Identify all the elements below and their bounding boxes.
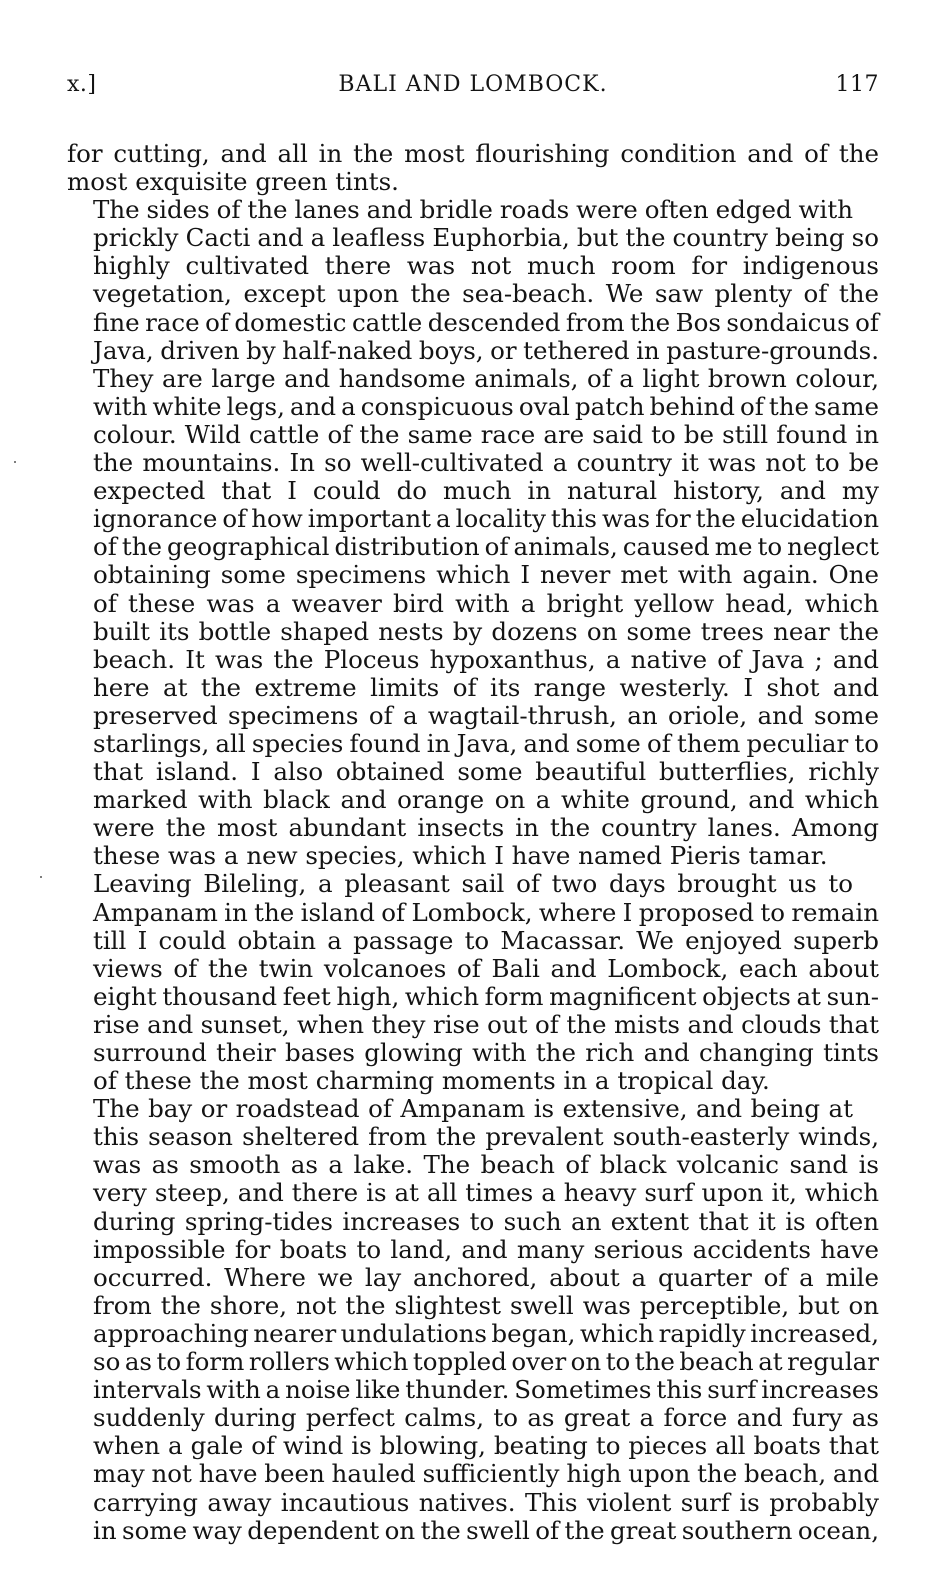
text-line: that island. I also obtained some beautiful butterflies, richly <box>93 757 879 787</box>
text-line: were the most abundant insects in the country lanes. Among <box>93 813 879 843</box>
body-text <box>67 140 879 1545</box>
text-line: colour. Wild cattle of the same race are said to be still found in <box>93 419 879 449</box>
text-line: ignorance of how important a locality this was for the elucidation <box>93 504 879 534</box>
text-line: during spring-tides increases to such an extent that it is often <box>93 1206 879 1236</box>
text-line: the mountains. In so well-cultivated a country it was not to be <box>93 448 879 478</box>
text-line: was as smooth as a lake. The beach of black volcanic sand is <box>93 1150 879 1180</box>
text-line: The sides of the lanes and bridle roads were often edged with <box>93 195 853 225</box>
text-line: vegetation, except upon the sea-beach. We saw plenty of the <box>93 279 879 309</box>
text-line: The bay or roadstead of Ampanam is extensive, and being at <box>93 1094 853 1124</box>
text-line: expected that I could do much in natural history, and my <box>93 476 879 506</box>
text-line: They are large and handsome animals, of a light brown colour, <box>93 363 879 393</box>
text-line: very steep, and there is at all times a heavy surf upon it, which <box>93 1178 879 1208</box>
text-line: in some way dependent on the swell of the great southern ocean, <box>93 1515 879 1545</box>
paragraph <box>67 196 879 870</box>
text-line: Leaving Bileling, a pleasant sail of two days brought us to <box>93 869 853 899</box>
text-line: obtaining some specimens which I never met with again. One <box>93 560 879 590</box>
text-line: suddenly during perfect calms, to as great a force and fury as <box>93 1403 879 1433</box>
running-title: BALI AND LOMBOCK. <box>338 72 608 97</box>
text-line: eight thousand feet high, which form magnificent objects at sun- <box>93 981 879 1011</box>
text-line: starlings, all species found in Java, and some of them peculiar to <box>93 728 879 758</box>
text-line: this season sheltered from the prevalent south-easterly winds, <box>93 1122 879 1152</box>
text-line: of the geographical distribution of animals, caused me to neglect <box>93 532 879 562</box>
book-page <box>67 72 879 1545</box>
text-line: till I could obtain a passage to Macassar. We enjoyed superb <box>93 925 879 955</box>
text-line: these was a new species, which I have named Pieris tamar. <box>93 841 828 871</box>
chapter-marker: x.] <box>67 72 97 97</box>
text-line: here at the extreme limits of its range westerly. I shot and <box>93 672 879 702</box>
text-line: Java, driven by half-naked boys, or tethered in pasture-grounds. <box>93 335 879 365</box>
text-line: built its bottle shaped nests by dozens on some trees near the <box>93 616 879 646</box>
text-line: surround their bases glowing with the rich and changing tints <box>93 1038 879 1067</box>
text-line: of these was a weaver bird with a bright yellow head, which <box>93 588 879 618</box>
text-line: preserved specimens of a wagtail-thrush, an oriole, and some <box>93 700 879 730</box>
text-line: occurred. Where we lay anchored, about a quarter of a mile <box>93 1262 879 1292</box>
text-line: of these the most charming moments in a tropical day. <box>93 1066 770 1096</box>
text-line: carrying away incautious natives. This violent surf is probably <box>93 1487 879 1517</box>
text-line: approaching nearer undulations began, which rapidly increased, <box>93 1318 879 1348</box>
text-line: highly cultivated there was not much room for indigenous <box>93 251 879 281</box>
text-line: intervals with a noise like thunder. Sometimes this surf increases <box>93 1375 879 1405</box>
stray-ink-mark <box>14 461 16 463</box>
page-number: 117 <box>835 72 879 97</box>
running-head <box>67 72 879 106</box>
text-line: so as to form rollers which toppled over on to the beach at regular <box>93 1347 879 1377</box>
text-line: beach. It was the Ploceus hypoxanthus, a native of Java ; and <box>93 644 879 674</box>
paragraph <box>67 1095 879 1545</box>
paragraph <box>67 140 879 196</box>
text-line: from the shore, not the slightest swell was perceptible, but on <box>93 1290 879 1320</box>
text-line: most exquisite green tints. <box>67 167 399 197</box>
text-line: for cutting, and all in the most flourishing condition and of the <box>67 139 879 168</box>
text-line: views of the twin volcanoes of Bali and Lombock, each about <box>93 953 879 983</box>
text-line: with white legs, and a conspicuous oval patch behind of the same <box>93 391 879 421</box>
text-line: when a gale of wind is blowing, beating to pieces all boats that <box>93 1431 879 1461</box>
stray-ink-mark <box>40 876 42 878</box>
text-line: prickly Cacti and a leafless Euphorbia, but the country being so <box>93 223 879 253</box>
text-line: may not have been hauled sufficiently high upon the beach, and <box>93 1459 879 1489</box>
text-line: fine race of domestic cattle descended from the Bos sondaicus of <box>93 307 879 337</box>
text-line: rise and sunset, when they rise out of the mists and clouds that <box>93 1009 879 1039</box>
text-line: Ampanam in the island of Lombock, where I proposed to remain <box>93 897 879 927</box>
text-line: impossible for boats to land, and many serious accidents have <box>93 1234 879 1264</box>
paragraph <box>67 870 879 1095</box>
text-line: marked with black and orange on a white ground, and which <box>93 785 879 815</box>
